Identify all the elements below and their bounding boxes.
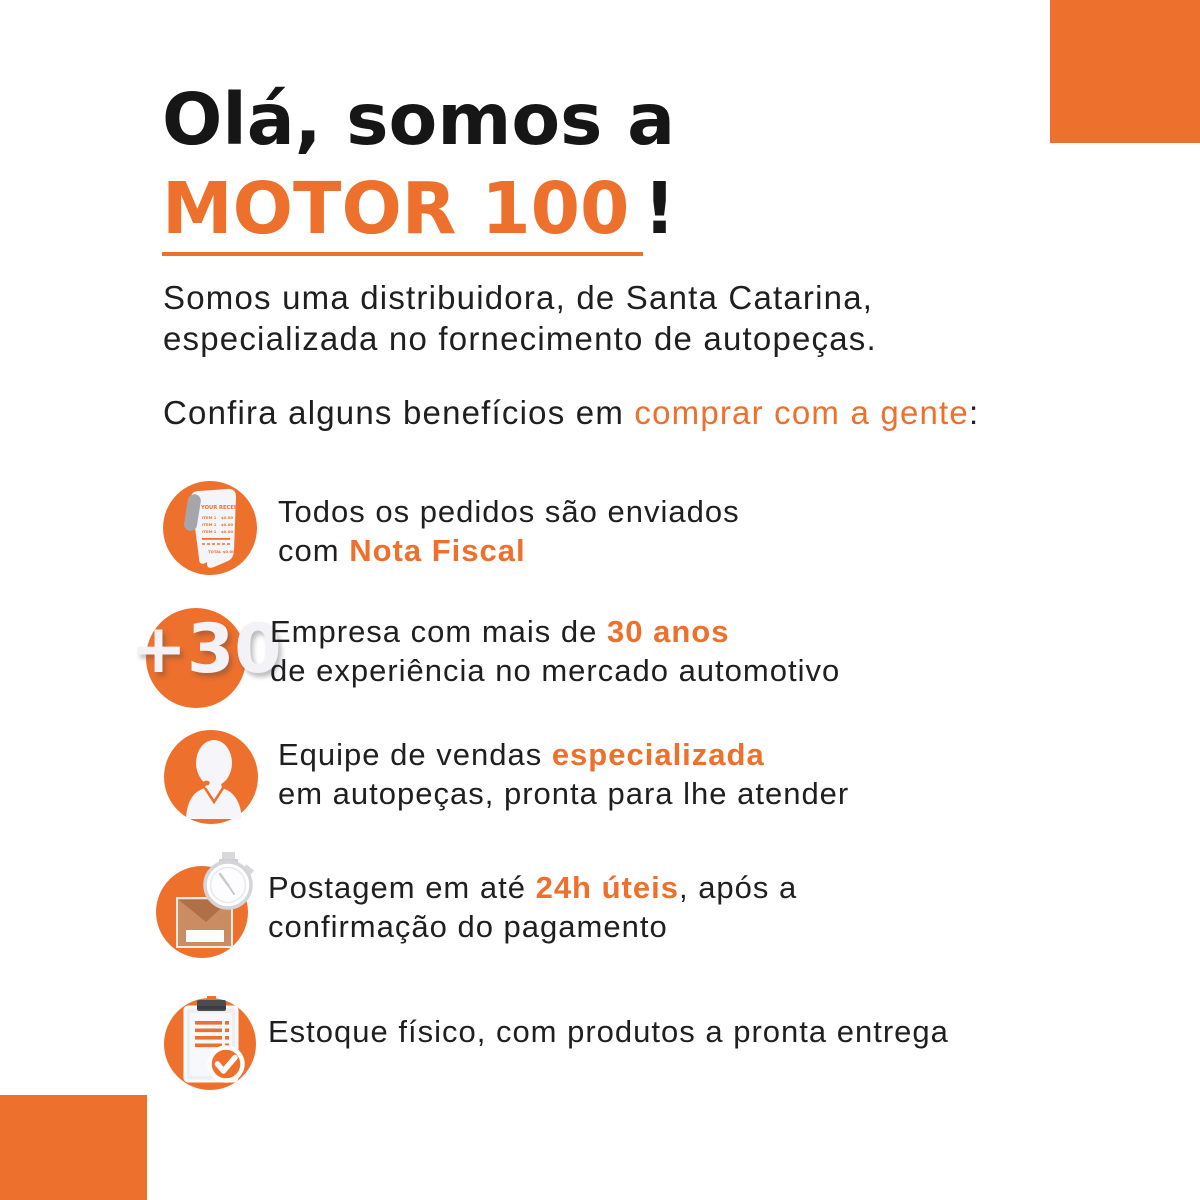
shipping-timer-icon xyxy=(150,843,260,961)
benefit1-line2-pre: com xyxy=(278,533,350,568)
benefit2-highlight: 30 anos xyxy=(607,614,730,649)
receipt-row-value: $0.00 xyxy=(221,515,234,520)
corner-accent-bottom-left xyxy=(0,1095,147,1200)
plus-30-text: +30 xyxy=(130,610,282,689)
receipt-row-label: ITEM 1 xyxy=(202,515,217,520)
intro-pre: Confira alguns benefícios em xyxy=(163,394,635,431)
benefit3-line2: em autopeças, pronta para lhe atender xyxy=(278,776,850,811)
benefit2-line2: de experiência no mercado automotivo xyxy=(270,653,841,688)
benefit5-line1: Estoque físico, com produtos a pronta entrega xyxy=(268,1014,949,1049)
benefit4-highlight: 24h úteis xyxy=(535,870,679,905)
brand-name: MOTOR 100 xyxy=(162,173,643,256)
receipt-icon xyxy=(160,478,260,578)
brand-title xyxy=(162,167,676,256)
receipt-header-text: YOUR RECEIPT xyxy=(201,505,244,511)
benefit1-line1: Todos os pedidos são enviados xyxy=(278,494,740,529)
support-agent-icon xyxy=(161,727,261,827)
receipt-row-value: $0.00 xyxy=(221,522,234,527)
benefit1-highlight: Nota Fiscal xyxy=(349,533,526,568)
brand-exclamation: ! xyxy=(643,167,676,250)
benefit2-line1-pre: Empresa com mais de xyxy=(270,614,607,649)
intro-colon: : xyxy=(968,394,980,431)
benefit4-line1-post: , após a xyxy=(678,870,798,905)
about-line-2: especializada no fornecimento de autopeças. xyxy=(163,320,877,357)
about-line-1: Somos uma distribuidora, de Santa Catarina, xyxy=(163,279,874,316)
greeting-title: Olá, somos a xyxy=(162,78,675,161)
benefit-text-sales-team xyxy=(278,735,849,813)
plus-30-badge xyxy=(130,608,282,712)
receipt-row-label: ITEM 1 xyxy=(202,529,217,534)
about-text xyxy=(163,277,877,359)
benefit3-line1-pre: Equipe de vendas xyxy=(278,737,552,772)
receipt-total-text: TOTAL $0.00 xyxy=(208,549,235,554)
benefit-text-stock xyxy=(268,1012,949,1051)
receipt-row-value: $0.00 xyxy=(221,529,234,534)
benefits-intro xyxy=(163,392,979,433)
benefit3-highlight: especializada xyxy=(551,737,765,772)
corner-accent-top-right xyxy=(1050,0,1200,143)
benefit4-line2: confirmação do pagamento xyxy=(268,909,668,944)
benefit4-line1-pre: Postagem em até xyxy=(268,870,536,905)
intro-highlight: comprar com a gente xyxy=(634,394,969,431)
stock-checklist-icon xyxy=(160,980,260,1096)
receipt-row-label: ITEM 1 xyxy=(202,522,217,527)
benefit-text-shipping xyxy=(268,868,797,946)
benefit-text-experience xyxy=(270,612,840,690)
benefit-text-invoice xyxy=(278,492,740,570)
